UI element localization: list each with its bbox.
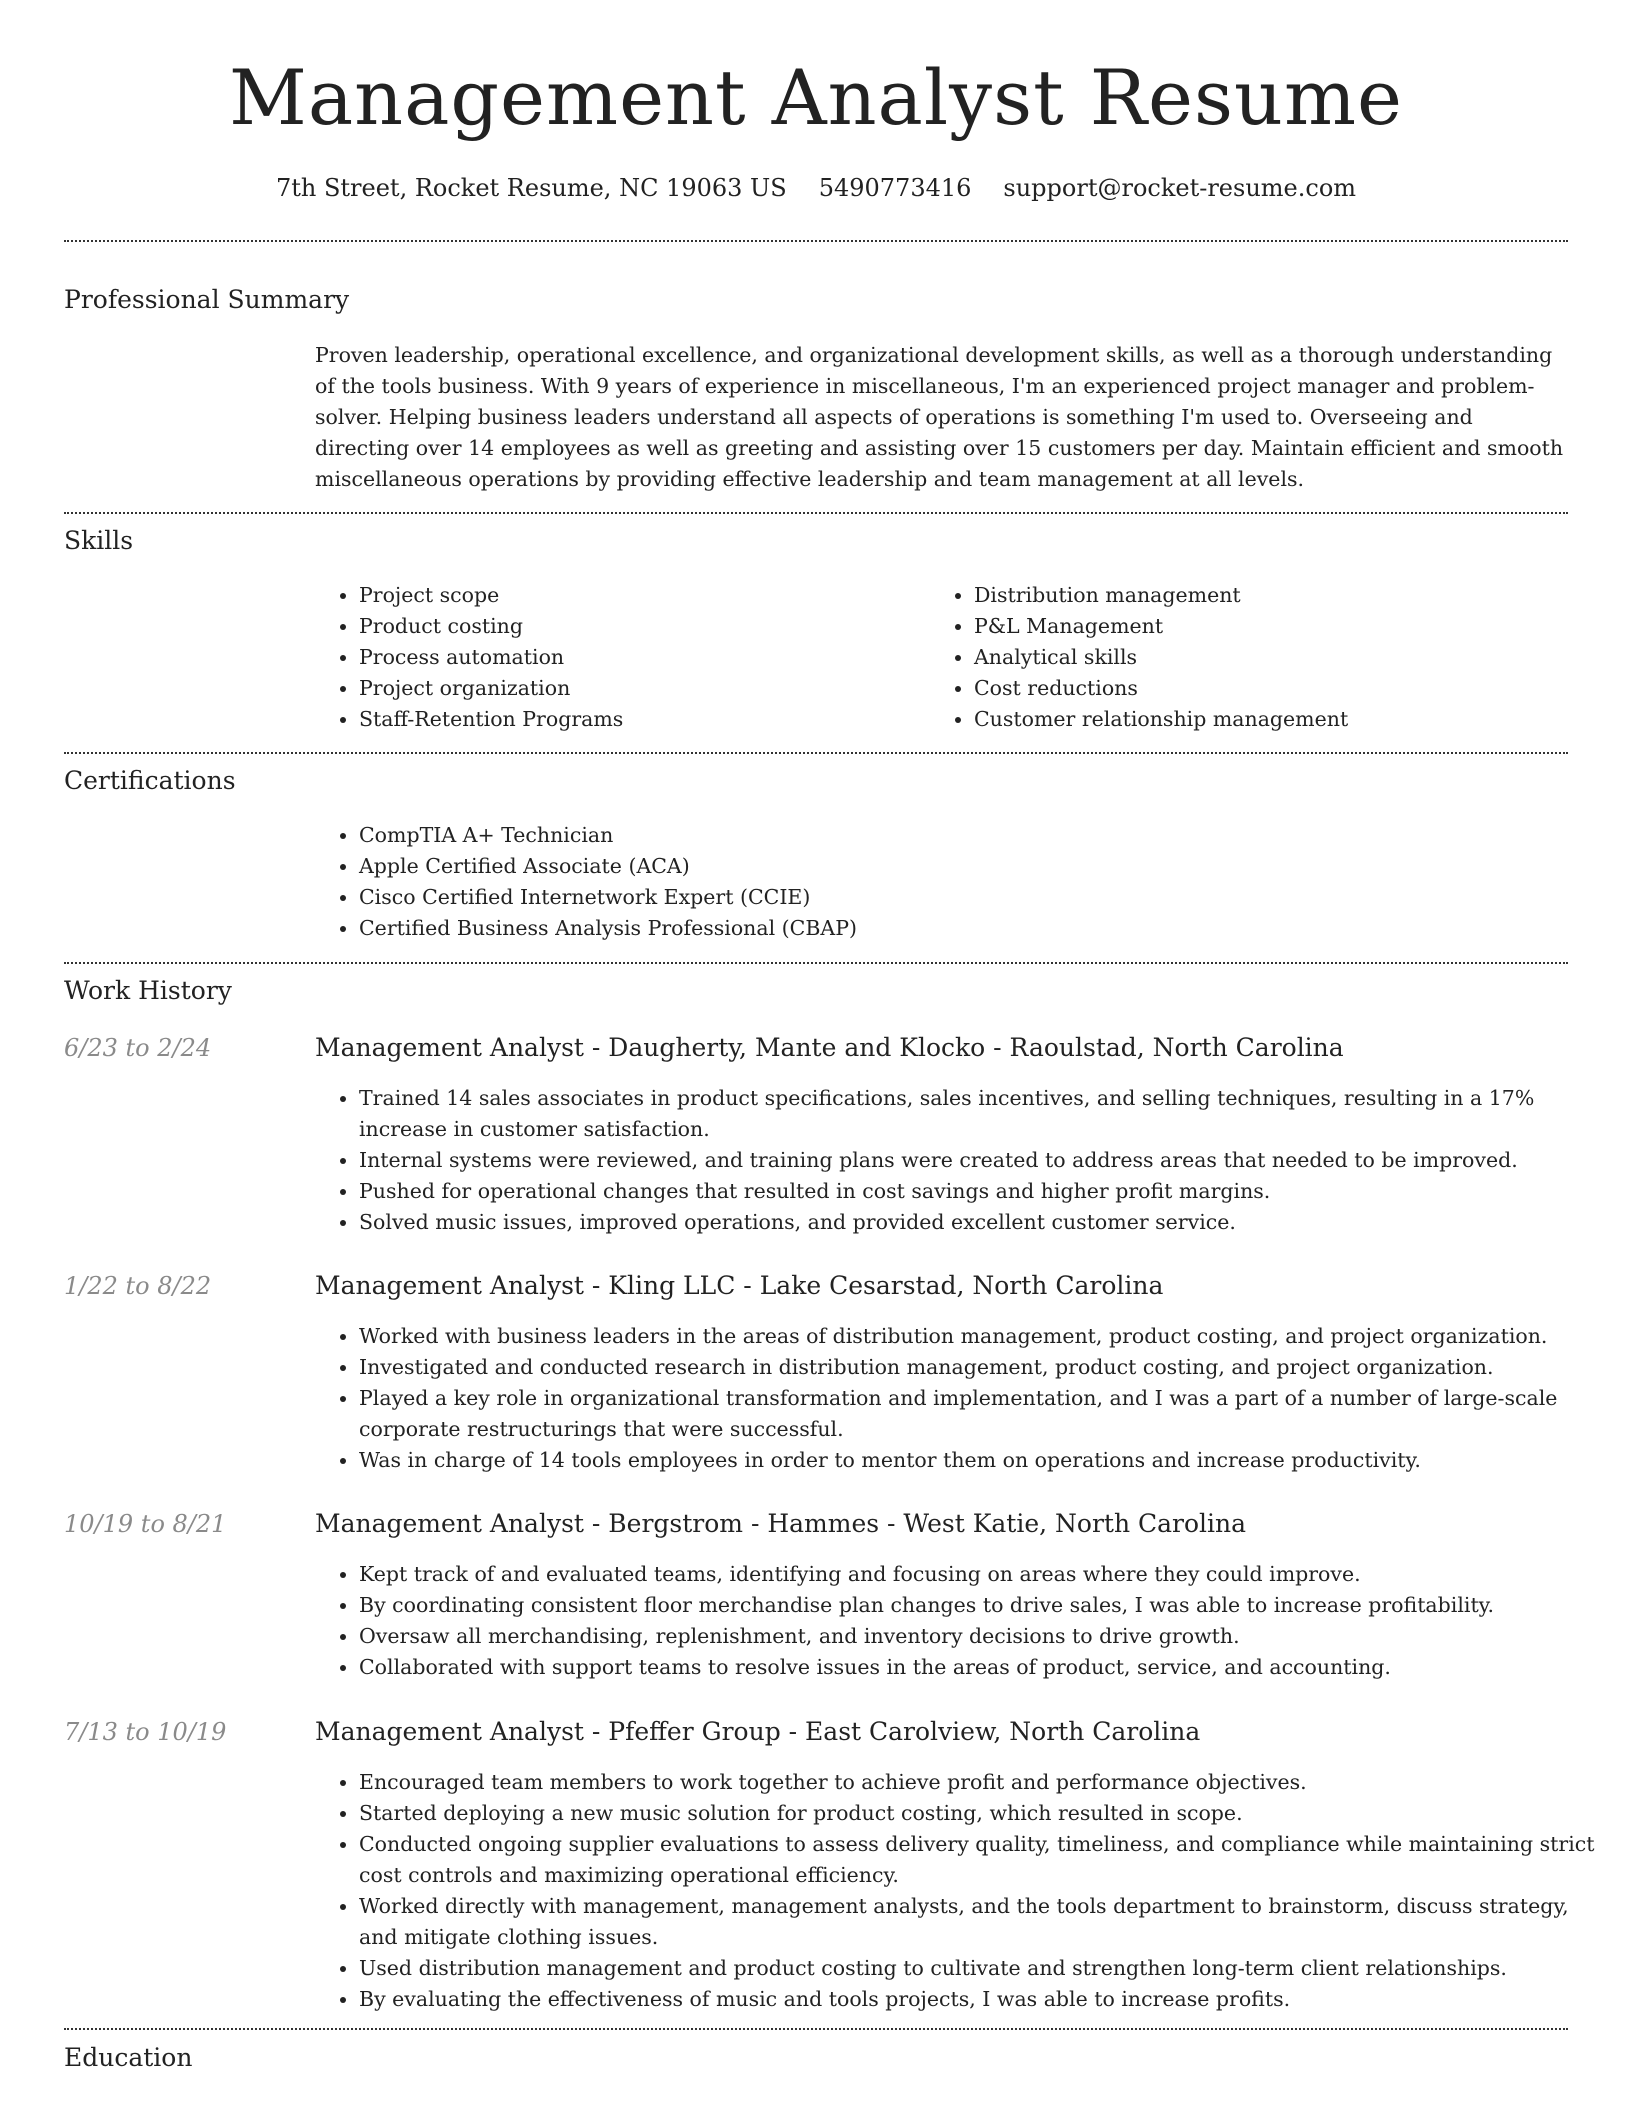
job-bullets (315, 1083, 1612, 1238)
list-item: • Product costing (359, 611, 919, 642)
list-item: • Internal systems were reviewed, and training plans were created to address areas that needed to be improved. (359, 1145, 1612, 1176)
summary-heading: Professional Summary (64, 285, 350, 314)
list-item: • Cisco Certified Internetwork Expert (CCIE) (359, 882, 1612, 913)
skills-list-left (315, 580, 919, 735)
job-title: Management Analyst - Kling LLC - Lake Cesarstad, North Carolina (315, 1271, 1164, 1300)
list-item: • Collaborated with support teams to resolve issues in the areas of product, service, and accounting. (359, 1652, 1612, 1683)
divider (64, 512, 1568, 514)
job-date: 7/13 to 10/19 (64, 1718, 227, 1746)
job-date: 6/23 to 2/24 (64, 1034, 212, 1062)
divider (64, 240, 1568, 242)
job-bullets (315, 1559, 1612, 1683)
job-date: 1/22 to 8/22 (64, 1272, 212, 1300)
job-title: Management Analyst - Pfeffer Group - East Carolview, North Carolina (315, 1717, 1201, 1746)
list-item: • Conducted ongoing supplier evaluations to assess delivery quality, timeliness, and compliance while maintaining strict cost controls and maximizing operational efficiency. (359, 1829, 1612, 1891)
job-title: Management Analyst - Daugherty, Mante and Klocko - Raoulstad, North Carolina (315, 1033, 1344, 1062)
education-heading: Education (64, 2043, 193, 2072)
list-item: • Worked directly with management, management analysts, and the tools department to brainstorm, discuss strategy, and mitigate clothing issues. (359, 1891, 1612, 1953)
contact-phone: 5490773416 (818, 174, 972, 202)
divider (64, 962, 1568, 964)
certifications-heading: Certifications (64, 766, 236, 795)
list-item: • P&L Management (974, 611, 1594, 642)
list-item: • Process automation (359, 642, 919, 673)
list-item: • Was in charge of 14 tools employees in order to mentor them on operations and increase productivity. (359, 1445, 1612, 1476)
list-item: • Used distribution management and product costing to cultivate and strengthen long-term client relationships. (359, 1953, 1612, 1984)
skills-list-right (930, 580, 1594, 735)
contact-email: support@rocket-resume.com (1003, 174, 1357, 202)
list-item: • CompTIA A+ Technician (359, 820, 1612, 851)
list-item: • Trained 14 sales associates in product specifications, sales incentives, and selling techniques, resulting in a 17% increase in customer satisfaction. (359, 1083, 1612, 1145)
list-item: • Staff-Retention Programs (359, 704, 919, 735)
list-item: • Distribution management (974, 580, 1594, 611)
list-item: • Analytical skills (974, 642, 1594, 673)
job-bullets (315, 1767, 1612, 2015)
list-item: • Started deploying a new music solution for product costing, which resulted in scope. (359, 1798, 1612, 1829)
list-item: • Kept track of and evaluated teams, identifying and focusing on areas where they could improve. (359, 1559, 1612, 1590)
job-bullets (315, 1321, 1612, 1476)
list-item: • By evaluating the effectiveness of music and tools projects, I was able to increase profits. (359, 1984, 1612, 2015)
list-item: • Worked with business leaders in the areas of distribution management, product costing, and project organization. (359, 1321, 1612, 1352)
divider (64, 752, 1568, 754)
list-item: • Certified Business Analysis Professional (CBAP) (359, 913, 1612, 944)
certifications-list (315, 820, 1612, 944)
job-title: Management Analyst - Bergstrom - Hammes - West Katie, North Carolina (315, 1509, 1247, 1538)
list-item: • Played a key role in organizational transformation and implementation, and I was a part of a number of large-scale corporate restructurings that were successful. (359, 1383, 1612, 1445)
divider (64, 2028, 1568, 2030)
list-item: • Solved music issues, improved operations, and provided excellent customer service. (359, 1207, 1612, 1238)
list-item: • Pushed for operational changes that resulted in cost savings and higher profit margins. (359, 1176, 1612, 1207)
work-history-heading: Work History (64, 976, 232, 1005)
list-item: • Encouraged team members to work together to achieve profit and performance objectives. (359, 1767, 1612, 1798)
list-item: • Project organization (359, 673, 919, 704)
summary-text: Proven leadership, operational excellence, and organizational development skills, as well as a thorough understanding of the tools business. With 9 years of experience in miscellaneous, I'm an experienced project manager and problem-solver. Helping business leaders understand all aspects of operations is something I'm used to. Overseeing and directing over 14 employees as well as greeting and assisting over 15 customers per day. Maintain efficient and smooth miscellaneous operations by providing effective leadership and team management at all levels. (315, 343, 1564, 491)
contact-address: 7th Street, Rocket Resume, NC 19063 US (275, 174, 787, 202)
skills-heading: Skills (64, 526, 134, 555)
list-item: • Oversaw all merchandising, replenishment, and inventory decisions to drive growth. (359, 1621, 1612, 1652)
list-item: • Cost reductions (974, 673, 1594, 704)
list-item: • By coordinating consistent floor merchandise plan changes to drive sales, I was able to increase profitability. (359, 1590, 1612, 1621)
page-title: Management Analyst Resume (229, 53, 1403, 142)
list-item: • Customer relationship management (974, 704, 1594, 735)
list-item: • Apple Certified Associate (ACA) (359, 851, 1612, 882)
job-date: 10/19 to 8/21 (64, 1510, 227, 1538)
contact-line (0, 170, 1632, 206)
list-item: • Investigated and conducted research in distribution management, product costing, and project organization. (359, 1352, 1612, 1383)
list-item: • Project scope (359, 580, 919, 611)
